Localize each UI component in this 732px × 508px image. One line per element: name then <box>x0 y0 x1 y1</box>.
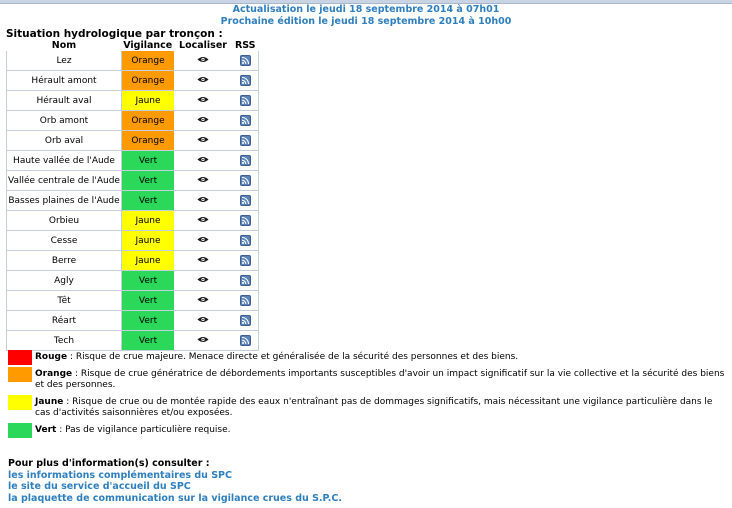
legend-text <box>35 423 730 436</box>
section-name: Hérault amont <box>7 71 122 91</box>
rss-cell <box>232 91 259 111</box>
locate-cell <box>174 131 232 151</box>
legend-label: Orange <box>35 369 73 379</box>
eye-icon[interactable] <box>197 76 209 83</box>
legend-description: : Risque de crue majeure. Menace directe et généralisée de la sécurité des personnes et des biens. <box>67 352 519 362</box>
table-row <box>7 91 259 111</box>
vigilance-level: Orange <box>122 131 175 151</box>
vigilance-level: Vert <box>122 191 175 211</box>
rss-cell <box>232 131 259 151</box>
legend-swatch <box>8 350 32 365</box>
locate-cell <box>174 111 232 131</box>
col-header-rss: RSS <box>234 40 256 51</box>
locate-cell <box>174 231 232 251</box>
eye-icon[interactable] <box>197 236 209 243</box>
vigilance-level: Orange <box>122 51 175 71</box>
section-name: Têt <box>7 291 122 311</box>
eye-icon[interactable] <box>197 156 209 163</box>
eye-icon[interactable] <box>197 176 209 183</box>
eye-icon[interactable] <box>197 116 209 123</box>
eye-icon[interactable] <box>197 296 209 303</box>
section-name: Orb amont <box>7 111 122 131</box>
rss-cell <box>232 231 259 251</box>
table-row <box>7 231 259 251</box>
vigilance-level: Vert <box>122 291 175 311</box>
locate-cell <box>174 151 232 171</box>
table-row <box>7 331 259 351</box>
legend-swatch <box>8 423 32 438</box>
col-header-name: Nom <box>51 40 77 51</box>
vigilance-level: Vert <box>122 271 175 291</box>
col-header-locate: Localiser <box>179 40 227 51</box>
link-spc-info[interactable]: les informations complémentaires du SPC <box>8 469 232 481</box>
more-info <box>8 458 342 504</box>
vigilance-level: Jaune <box>122 251 175 271</box>
legend-swatch <box>8 367 32 382</box>
table-row <box>7 111 259 131</box>
rss-cell <box>232 311 259 331</box>
vigilance-level: Orange <box>122 71 175 91</box>
vigilance-level: Vert <box>122 151 175 171</box>
rss-icon[interactable] <box>240 255 251 266</box>
locate-cell <box>174 91 232 111</box>
legend-item <box>8 395 730 419</box>
locate-cell <box>174 291 232 311</box>
rss-cell <box>232 331 259 351</box>
section-name: Berre <box>7 251 122 271</box>
rss-icon[interactable] <box>240 215 251 226</box>
rss-icon[interactable] <box>240 235 251 246</box>
rss-cell <box>232 251 259 271</box>
section-name: Orb aval <box>7 131 122 151</box>
eye-icon[interactable] <box>197 136 209 143</box>
rss-icon[interactable] <box>240 295 251 306</box>
link-spc-site[interactable]: le site du service d'accueil du SPC <box>8 481 191 492</box>
table-row <box>7 131 259 151</box>
table-row <box>7 151 259 171</box>
update-time: Actualisation le jeudi 18 septembre 2014 à 07h01 <box>232 4 500 15</box>
col-header-vigilance: Vigilance <box>123 40 173 51</box>
table-row <box>7 71 259 91</box>
vigilance-level: Vert <box>122 331 175 351</box>
locate-cell <box>174 211 232 231</box>
legend-label: Rouge <box>35 352 68 362</box>
locate-cell <box>174 311 232 331</box>
section-name: Agly <box>7 271 122 291</box>
next-edition-time: Prochaine édition le jeudi 18 septembre 2014 à 10h00 <box>220 16 512 27</box>
rss-icon[interactable] <box>240 75 251 86</box>
rss-icon[interactable] <box>240 335 251 346</box>
legend-swatch <box>8 395 32 410</box>
section-name: Hérault aval <box>7 91 122 111</box>
section-title: Situation hydrologique par tronçon : <box>6 28 223 40</box>
legend-description: : Risque de crue génératrice de débordements importants susceptibles d'avoir un impact significatif sur la vie collective et la sécurité des biens et des personnes. <box>35 369 725 390</box>
table-row <box>7 171 259 191</box>
rss-cell <box>232 191 259 211</box>
eye-icon[interactable] <box>197 256 209 263</box>
table-row <box>7 191 259 211</box>
section-name: Haute vallée de l'Aude <box>7 151 122 171</box>
locate-cell <box>174 51 232 71</box>
table-row <box>7 211 259 231</box>
more-info-title: Pour plus d'information(s) consulter : <box>8 458 210 469</box>
rss-cell <box>232 171 259 191</box>
river-sections-table <box>6 40 259 351</box>
vigilance-level: Jaune <box>122 211 175 231</box>
rss-icon[interactable] <box>240 95 251 106</box>
eye-icon[interactable] <box>197 336 209 343</box>
legend-label: Jaune <box>35 397 64 407</box>
section-name: Basses plaines de l'Aude <box>7 191 122 211</box>
rss-icon[interactable] <box>240 55 251 66</box>
rss-cell <box>232 291 259 311</box>
rss-icon[interactable] <box>240 315 251 326</box>
vigilance-legend <box>8 350 730 440</box>
legend-label: Vert <box>35 425 57 435</box>
vigilance-level: Jaune <box>122 231 175 251</box>
rss-icon[interactable] <box>240 195 251 206</box>
section-name: Lez <box>7 51 122 71</box>
legend-text <box>35 350 730 363</box>
eye-icon[interactable] <box>197 316 209 323</box>
locate-cell <box>174 251 232 271</box>
rss-icon[interactable] <box>240 275 251 286</box>
eye-icon[interactable] <box>197 216 209 223</box>
vigilance-level: Orange <box>122 111 175 131</box>
locate-cell <box>174 331 232 351</box>
table-row <box>7 51 259 71</box>
table-header-row <box>7 40 259 51</box>
update-header <box>0 4 732 28</box>
vigilance-level: Vert <box>122 171 175 191</box>
section-name: Cesse <box>7 231 122 251</box>
eye-icon[interactable] <box>197 276 209 283</box>
legend-description: : Pas de vigilance particulière requise. <box>56 425 231 435</box>
legend-item <box>8 350 730 363</box>
table-row <box>7 291 259 311</box>
rss-cell <box>232 151 259 171</box>
vigilance-level: Vert <box>122 311 175 331</box>
table-row <box>7 251 259 271</box>
rss-cell <box>232 51 259 71</box>
rss-icon[interactable] <box>240 135 251 146</box>
rss-cell <box>232 111 259 131</box>
rss-cell <box>232 211 259 231</box>
vigilance-level: Jaune <box>122 91 175 111</box>
rss-icon[interactable] <box>240 115 251 126</box>
eye-icon[interactable] <box>197 196 209 203</box>
legend-description: : Risque de crue ou de montée rapide des eaux n'entraînant pas de dommages significatifs, mais nécessitant une vigilance particulière dans le cas d'activités saisonnières et/ou exposées. <box>35 397 713 418</box>
section-name: Orbieu <box>7 211 122 231</box>
rss-cell <box>232 271 259 291</box>
legend-text <box>35 367 730 391</box>
legend-text <box>35 395 730 419</box>
link-vigilance-brochure[interactable]: la plaquette de communication sur la vigilance crues du S.P.C. <box>8 492 342 504</box>
rss-cell <box>232 71 259 91</box>
section-name: Tech <box>7 331 122 351</box>
legend-item <box>8 367 730 391</box>
locate-cell <box>174 71 232 91</box>
locate-cell <box>174 271 232 291</box>
section-name: Vallée centrale de l'Aude <box>7 171 122 191</box>
rss-icon[interactable] <box>240 175 251 186</box>
table-row <box>7 311 259 331</box>
eye-icon[interactable] <box>197 96 209 103</box>
rss-icon[interactable] <box>240 155 251 166</box>
locate-cell <box>174 171 232 191</box>
locate-cell <box>174 191 232 211</box>
legend-item <box>8 423 730 436</box>
eye-icon[interactable] <box>197 56 209 63</box>
section-name: Réart <box>7 311 122 331</box>
table-row <box>7 271 259 291</box>
